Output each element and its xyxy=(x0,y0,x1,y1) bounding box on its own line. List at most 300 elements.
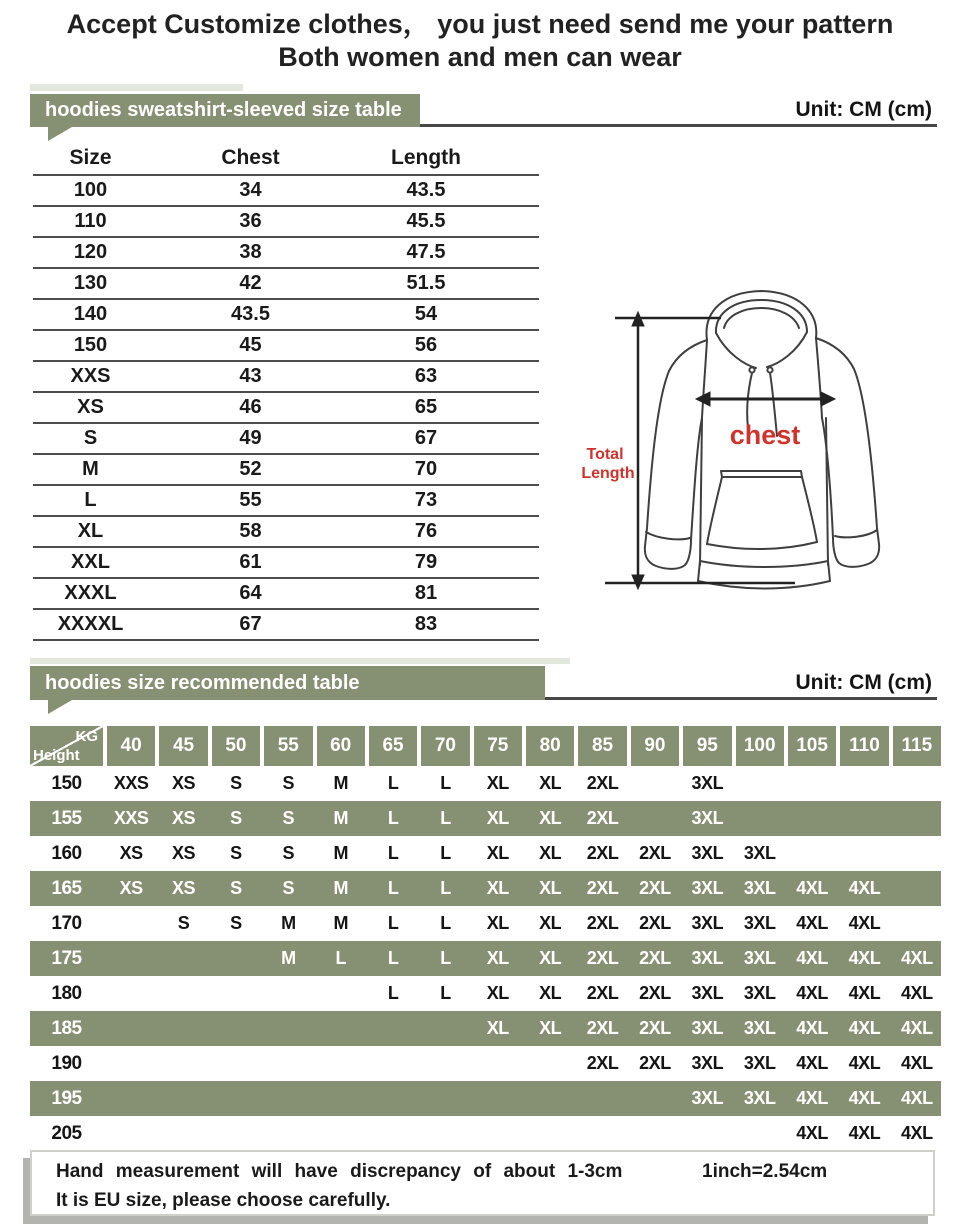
matrix-cell: 2XL xyxy=(586,773,619,793)
matrix-cell: 3XL xyxy=(743,1018,776,1038)
size-cell: XXL xyxy=(33,547,148,578)
chest-cell: 38 xyxy=(148,237,353,268)
length-column-header: Length xyxy=(353,141,539,175)
length-cell: 56 xyxy=(353,330,539,361)
length-cell: 67 xyxy=(353,423,539,454)
height-label: 150 xyxy=(51,772,82,794)
matrix-row xyxy=(30,766,941,801)
kg-column-header: 85 xyxy=(578,726,626,766)
matrix-cell: L xyxy=(387,948,399,968)
size-table-row xyxy=(33,206,539,237)
height-label: 180 xyxy=(51,982,82,1004)
matrix-cell: XL xyxy=(486,843,509,863)
matrix-cell: S xyxy=(177,913,190,933)
chest-cell: 52 xyxy=(148,454,353,485)
chest-cell: 45 xyxy=(148,330,353,361)
matrix-cell xyxy=(893,836,941,871)
matrix-cell: 2XL xyxy=(586,1018,619,1038)
matrix-cell: 4XL xyxy=(796,1123,828,1143)
chest-column-header: Chest xyxy=(148,141,353,175)
matrix-cell: XXS xyxy=(113,808,149,828)
matrix-cell: M xyxy=(333,808,348,828)
size-cell: 150 xyxy=(33,330,148,361)
matrix-cell xyxy=(264,1081,312,1116)
height-label: 160 xyxy=(51,842,82,864)
matrix-cell: 3XL xyxy=(743,843,776,863)
chest-cell: 34 xyxy=(148,175,353,206)
matrix-cell: XL xyxy=(486,983,509,1003)
length-cell: 76 xyxy=(353,516,539,547)
matrix-cell: 3XL xyxy=(691,1053,724,1073)
kg-column-header: 95 xyxy=(683,726,731,766)
matrix-cell: 2XL xyxy=(586,808,619,828)
matrix-cell: S xyxy=(230,913,242,933)
matrix-cell xyxy=(212,976,260,1011)
matrix-cell: L xyxy=(387,843,399,863)
chest-cell: 43 xyxy=(148,361,353,392)
matrix-cell: XL xyxy=(539,913,562,933)
matrix-cell xyxy=(369,1011,417,1046)
length-cell: 65 xyxy=(353,392,539,423)
matrix-cell: XL xyxy=(539,843,562,863)
section1-unit-label: Unit: CM (cm) xyxy=(795,98,932,121)
matrix-cell: 2XL xyxy=(639,1053,671,1073)
height-label: 155 xyxy=(51,807,82,829)
matrix-cell: XXS xyxy=(113,773,149,793)
matrix-row xyxy=(30,1046,941,1081)
length-cell: 43.5 xyxy=(353,175,539,206)
matrix-cell xyxy=(159,1116,207,1151)
matrix-cell: XL xyxy=(539,808,562,828)
matrix-cell: 3XL xyxy=(743,948,776,968)
matrix-cell: 3XL xyxy=(691,1018,724,1038)
matrix-cell: 3XL xyxy=(691,1088,724,1108)
matrix-row xyxy=(30,871,941,906)
matrix-cell: 2XL xyxy=(639,913,671,933)
matrix-cell: XL xyxy=(486,808,509,828)
matrix-cell xyxy=(107,1011,155,1046)
matrix-cell: 4XL xyxy=(796,948,828,968)
size-cell: XS xyxy=(33,392,148,423)
total-length-label-line1: Total xyxy=(586,446,624,463)
section2-header-label: hoodies size recommended table xyxy=(45,672,360,694)
matrix-row xyxy=(30,1011,941,1046)
matrix-cell xyxy=(159,1081,207,1116)
matrix-cell xyxy=(107,976,155,1011)
matrix-cell: XL xyxy=(539,773,562,793)
matrix-row xyxy=(30,941,941,976)
matrix-cell xyxy=(578,1116,626,1151)
matrix-cell: 4XL xyxy=(848,948,881,968)
matrix-cell: L xyxy=(440,773,451,793)
matrix-cell xyxy=(421,1081,469,1116)
size-cell: 120 xyxy=(33,237,148,268)
matrix-cell: 3XL xyxy=(743,983,776,1003)
size-table-row xyxy=(33,268,539,299)
matrix-cell: M xyxy=(281,913,296,933)
matrix-cell: S xyxy=(282,808,295,828)
matrix-cell: L xyxy=(335,948,346,968)
length-cell: 51.5 xyxy=(353,268,539,299)
matrix-cell xyxy=(526,1081,574,1116)
matrix-cell xyxy=(317,1046,365,1081)
matrix-cell xyxy=(631,1116,679,1151)
matrix-cell xyxy=(264,1046,312,1081)
matrix-cell: 2XL xyxy=(639,1018,671,1038)
height-label: 195 xyxy=(51,1087,82,1109)
footer-line2: It is EU size, please choose carefully. xyxy=(56,1190,391,1211)
matrix-cell xyxy=(421,1046,469,1081)
matrix-row xyxy=(30,1116,941,1151)
matrix-cell xyxy=(369,1046,417,1081)
section1-header-bar xyxy=(30,94,420,127)
length-cell: 73 xyxy=(353,485,539,516)
size-table-row xyxy=(33,299,539,330)
section1-divider-line xyxy=(420,124,937,127)
page-title-line2: Both women and men can wear xyxy=(278,42,682,72)
matrix-cell xyxy=(893,906,941,941)
matrix-cell xyxy=(159,976,207,1011)
matrix-cell xyxy=(421,1011,469,1046)
matrix-cell: XL xyxy=(539,1018,562,1038)
matrix-cell xyxy=(264,1116,312,1151)
measurement-arrows xyxy=(605,312,835,589)
matrix-cell: L xyxy=(440,913,451,933)
matrix-cell: 3XL xyxy=(691,878,724,898)
hoodie-diagram xyxy=(555,278,955,613)
size-cell: 140 xyxy=(33,299,148,330)
matrix-cell xyxy=(578,1081,626,1116)
kg-column-header: 55 xyxy=(264,726,312,766)
matrix-cell: S xyxy=(282,773,295,793)
matrix-cell xyxy=(474,1046,522,1081)
kg-column-header: 40 xyxy=(107,726,155,766)
size-cell: L xyxy=(33,485,148,516)
footer-line1 xyxy=(56,1161,933,1183)
matrix-cell: 2XL xyxy=(586,948,619,968)
footer-note-box xyxy=(30,1150,935,1216)
length-cell: 83 xyxy=(353,609,539,640)
matrix-cell: M xyxy=(333,913,348,933)
matrix-cell xyxy=(893,801,941,836)
matrix-cell: 4XL xyxy=(848,983,881,1003)
size-cell: XL xyxy=(33,516,148,547)
height-label: 205 xyxy=(51,1122,82,1144)
length-cell: 45.5 xyxy=(353,206,539,237)
matrix-cell xyxy=(317,976,365,1011)
matrix-cell: 2XL xyxy=(586,983,619,1003)
matrix-cell xyxy=(840,836,888,871)
matrix-cell xyxy=(212,1011,260,1046)
matrix-cell xyxy=(631,766,679,801)
size-cell: 130 xyxy=(33,268,148,299)
height-label: 165 xyxy=(51,877,82,899)
size-table-row xyxy=(33,609,539,640)
size-table-row xyxy=(33,330,539,361)
matrix-cell: 3XL xyxy=(691,843,724,863)
matrix-cell: XS xyxy=(172,773,196,793)
chest-label: chest xyxy=(729,420,801,450)
size-table-row xyxy=(33,454,539,485)
matrix-cell: XL xyxy=(486,913,509,933)
page-title xyxy=(0,8,960,74)
matrix-cell: S xyxy=(282,878,295,898)
matrix-cell xyxy=(212,1046,260,1081)
matrix-cell: 4XL xyxy=(848,1018,881,1038)
matrix-cell xyxy=(788,836,836,871)
matrix-cell xyxy=(159,1011,207,1046)
matrix-cell xyxy=(736,1116,784,1151)
size-cell: S xyxy=(33,423,148,454)
size-table-row xyxy=(33,237,539,268)
matrix-cell: 4XL xyxy=(848,1088,881,1108)
matrix-cell: XL xyxy=(486,878,509,898)
matrix-cell: 2XL xyxy=(586,913,619,933)
matrix-cell: M xyxy=(281,948,296,968)
matrix-cell xyxy=(893,871,941,906)
matrix-cell: S xyxy=(282,843,295,863)
size-column-header: Size xyxy=(33,141,148,175)
matrix-cell: 4XL xyxy=(901,1053,933,1073)
matrix-cell: L xyxy=(440,948,451,968)
chest-cell: 49 xyxy=(148,423,353,454)
size-cell: XXS xyxy=(33,361,148,392)
matrix-cell xyxy=(840,801,888,836)
matrix-cell xyxy=(474,1116,522,1151)
matrix-cell xyxy=(317,1011,365,1046)
matrix-cell: L xyxy=(440,878,451,898)
matrix-cell: 4XL xyxy=(848,1123,881,1143)
matrix-cell: XS xyxy=(172,843,196,863)
matrix-cell: 4XL xyxy=(796,1018,828,1038)
height-label: 175 xyxy=(51,947,82,969)
chest-cell: 58 xyxy=(148,516,353,547)
matrix-cell xyxy=(788,801,836,836)
matrix-cell: 4XL xyxy=(796,1088,828,1108)
chest-cell: 43.5 xyxy=(148,299,353,330)
matrix-cell: XS xyxy=(119,843,143,863)
size-table-row xyxy=(33,547,539,578)
matrix-cell xyxy=(840,766,888,801)
matrix-cell: 3XL xyxy=(691,983,724,1003)
size-table xyxy=(33,141,539,641)
length-cell: 79 xyxy=(353,547,539,578)
matrix-cell: 2XL xyxy=(586,1053,619,1073)
footer-line1-right: 1inch=2.54cm xyxy=(702,1161,828,1182)
chest-cell: 61 xyxy=(148,547,353,578)
matrix-cell: 4XL xyxy=(901,983,933,1003)
matrix-cell: L xyxy=(387,773,399,793)
size-cell: 110 xyxy=(33,206,148,237)
matrix-cell xyxy=(683,1116,731,1151)
matrix-cell: L xyxy=(440,843,451,863)
matrix-cell: 4XL xyxy=(848,878,881,898)
matrix-cell xyxy=(159,1046,207,1081)
section2-bar-highlight xyxy=(30,658,570,664)
matrix-cell: M xyxy=(333,878,348,898)
matrix-row xyxy=(30,836,941,871)
kg-column-header: 110 xyxy=(840,726,888,766)
matrix-cell: 2XL xyxy=(586,878,619,898)
matrix-cell: XL xyxy=(539,878,562,898)
kg-column-header: 75 xyxy=(474,726,522,766)
matrix-cell xyxy=(107,1046,155,1081)
height-label: 190 xyxy=(51,1052,82,1074)
matrix-cell xyxy=(369,1116,417,1151)
matrix-cell: 4XL xyxy=(796,983,828,1003)
size-table-row xyxy=(33,485,539,516)
matrix-cell: XL xyxy=(486,773,509,793)
height-label: 185 xyxy=(51,1017,82,1039)
kg-column-header: 70 xyxy=(421,726,469,766)
chest-cell: 55 xyxy=(148,485,353,516)
kg-column-header: 45 xyxy=(159,726,207,766)
kg-column-header: 115 xyxy=(893,726,941,766)
kg-column-header: 80 xyxy=(526,726,574,766)
matrix-cell: L xyxy=(387,983,399,1003)
size-table-row xyxy=(33,392,539,423)
chest-cell: 64 xyxy=(148,578,353,609)
matrix-cell xyxy=(526,1116,574,1151)
matrix-header-row xyxy=(30,726,941,766)
matrix-cell xyxy=(526,1046,574,1081)
matrix-cell: 3XL xyxy=(743,1088,776,1108)
matrix-cell xyxy=(212,1081,260,1116)
matrix-cell: XL xyxy=(486,948,509,968)
corner-kg-label: KG xyxy=(75,728,98,745)
size-cell: XXXXL xyxy=(33,609,148,640)
section2-divider-line xyxy=(545,697,937,700)
section2-header-bar xyxy=(30,666,545,700)
page-title-line1: Accept Customize clothes， you just need send me your pattern xyxy=(66,9,894,39)
matrix-cell xyxy=(317,1116,365,1151)
matrix-cell: 4XL xyxy=(901,1123,933,1143)
size-table-row xyxy=(33,361,539,392)
matrix-cell xyxy=(107,906,155,941)
matrix-cell xyxy=(631,801,679,836)
matrix-cell: XS xyxy=(119,878,143,898)
matrix-cell: XL xyxy=(539,948,562,968)
chest-cell: 46 xyxy=(148,392,353,423)
matrix-cell: S xyxy=(230,843,242,863)
matrix-cell: S xyxy=(230,773,242,793)
kg-column-header: 60 xyxy=(317,726,365,766)
corner-height-label: Height xyxy=(33,747,80,764)
matrix-cell: 2XL xyxy=(639,878,671,898)
matrix-cell: 4XL xyxy=(848,913,881,933)
section1-header-label: hoodies sweatshirt-sleeved size table xyxy=(45,99,402,121)
kg-column-header: 100 xyxy=(736,726,784,766)
matrix-row xyxy=(30,976,941,1011)
matrix-cell: 4XL xyxy=(796,913,828,933)
matrix-cell xyxy=(107,1116,155,1151)
matrix-cell xyxy=(736,766,784,801)
matrix-row xyxy=(30,1081,941,1116)
matrix-cell: 2XL xyxy=(639,983,671,1003)
kg-column-header: 105 xyxy=(788,726,836,766)
matrix-cell: 3XL xyxy=(743,1053,776,1073)
kg-column-header: 50 xyxy=(212,726,260,766)
matrix-cell: 2XL xyxy=(586,843,619,863)
matrix-cell xyxy=(107,941,155,976)
matrix-cell: L xyxy=(387,878,399,898)
matrix-cell: XL xyxy=(539,983,562,1003)
matrix-row xyxy=(30,801,941,836)
matrix-cell: 3XL xyxy=(743,913,776,933)
length-cell: 63 xyxy=(353,361,539,392)
matrix-cell xyxy=(474,1081,522,1116)
matrix-cell xyxy=(264,1011,312,1046)
total-length-label-line2: Length xyxy=(581,465,635,482)
matrix-cell xyxy=(788,766,836,801)
matrix-corner-cell xyxy=(30,726,103,766)
size-table-row xyxy=(33,516,539,547)
matrix-cell: S xyxy=(230,808,242,828)
matrix-cell xyxy=(369,1081,417,1116)
matrix-cell xyxy=(421,1116,469,1151)
size-cell: 100 xyxy=(33,175,148,206)
matrix-cell: 3XL xyxy=(691,808,724,828)
size-cell: XXXL xyxy=(33,578,148,609)
matrix-cell xyxy=(264,976,312,1011)
matrix-cell xyxy=(893,766,941,801)
size-table-row xyxy=(33,423,539,454)
length-cell: 81 xyxy=(353,578,539,609)
size-table-header-row xyxy=(33,141,539,175)
matrix-cell: M xyxy=(333,843,348,863)
matrix-cell: XS xyxy=(172,878,196,898)
length-cell: 70 xyxy=(353,454,539,485)
matrix-cell: 4XL xyxy=(901,1018,933,1038)
chest-cell: 36 xyxy=(148,206,353,237)
matrix-row xyxy=(30,906,941,941)
matrix-cell: 4XL xyxy=(848,1053,881,1073)
matrix-cell: 4XL xyxy=(796,1053,828,1073)
matrix-cell: L xyxy=(440,983,451,1003)
height-label: 170 xyxy=(51,912,82,934)
matrix-cell xyxy=(631,1081,679,1116)
matrix-cell: M xyxy=(333,773,348,793)
matrix-cell: 3XL xyxy=(691,948,724,968)
matrix-cell: 3XL xyxy=(691,913,724,933)
matrix-cell: L xyxy=(440,808,451,828)
matrix-cell xyxy=(317,1081,365,1116)
matrix-cell: XS xyxy=(172,808,196,828)
kg-column-header: 90 xyxy=(631,726,679,766)
matrix-cell: L xyxy=(387,808,399,828)
section2-bar-tail xyxy=(48,700,72,714)
matrix-cell: S xyxy=(230,878,242,898)
recommendation-matrix xyxy=(30,726,941,1151)
length-cell: 47.5 xyxy=(353,237,539,268)
size-table-row xyxy=(33,578,539,609)
length-cell: 54 xyxy=(353,299,539,330)
matrix-cell: L xyxy=(387,913,399,933)
kg-column-header: 65 xyxy=(369,726,417,766)
section1-bar-tail xyxy=(48,127,72,141)
chest-cell: 67 xyxy=(148,609,353,640)
matrix-cell xyxy=(212,941,260,976)
section1-bar-highlight xyxy=(30,84,243,91)
size-table-row xyxy=(33,175,539,206)
matrix-cell xyxy=(212,1116,260,1151)
size-cell: M xyxy=(33,454,148,485)
matrix-cell: 2XL xyxy=(639,843,671,863)
matrix-cell: 4XL xyxy=(796,878,828,898)
section2-unit-label: Unit: CM (cm) xyxy=(795,671,932,694)
matrix-cell: 3XL xyxy=(743,878,776,898)
matrix-cell xyxy=(736,801,784,836)
